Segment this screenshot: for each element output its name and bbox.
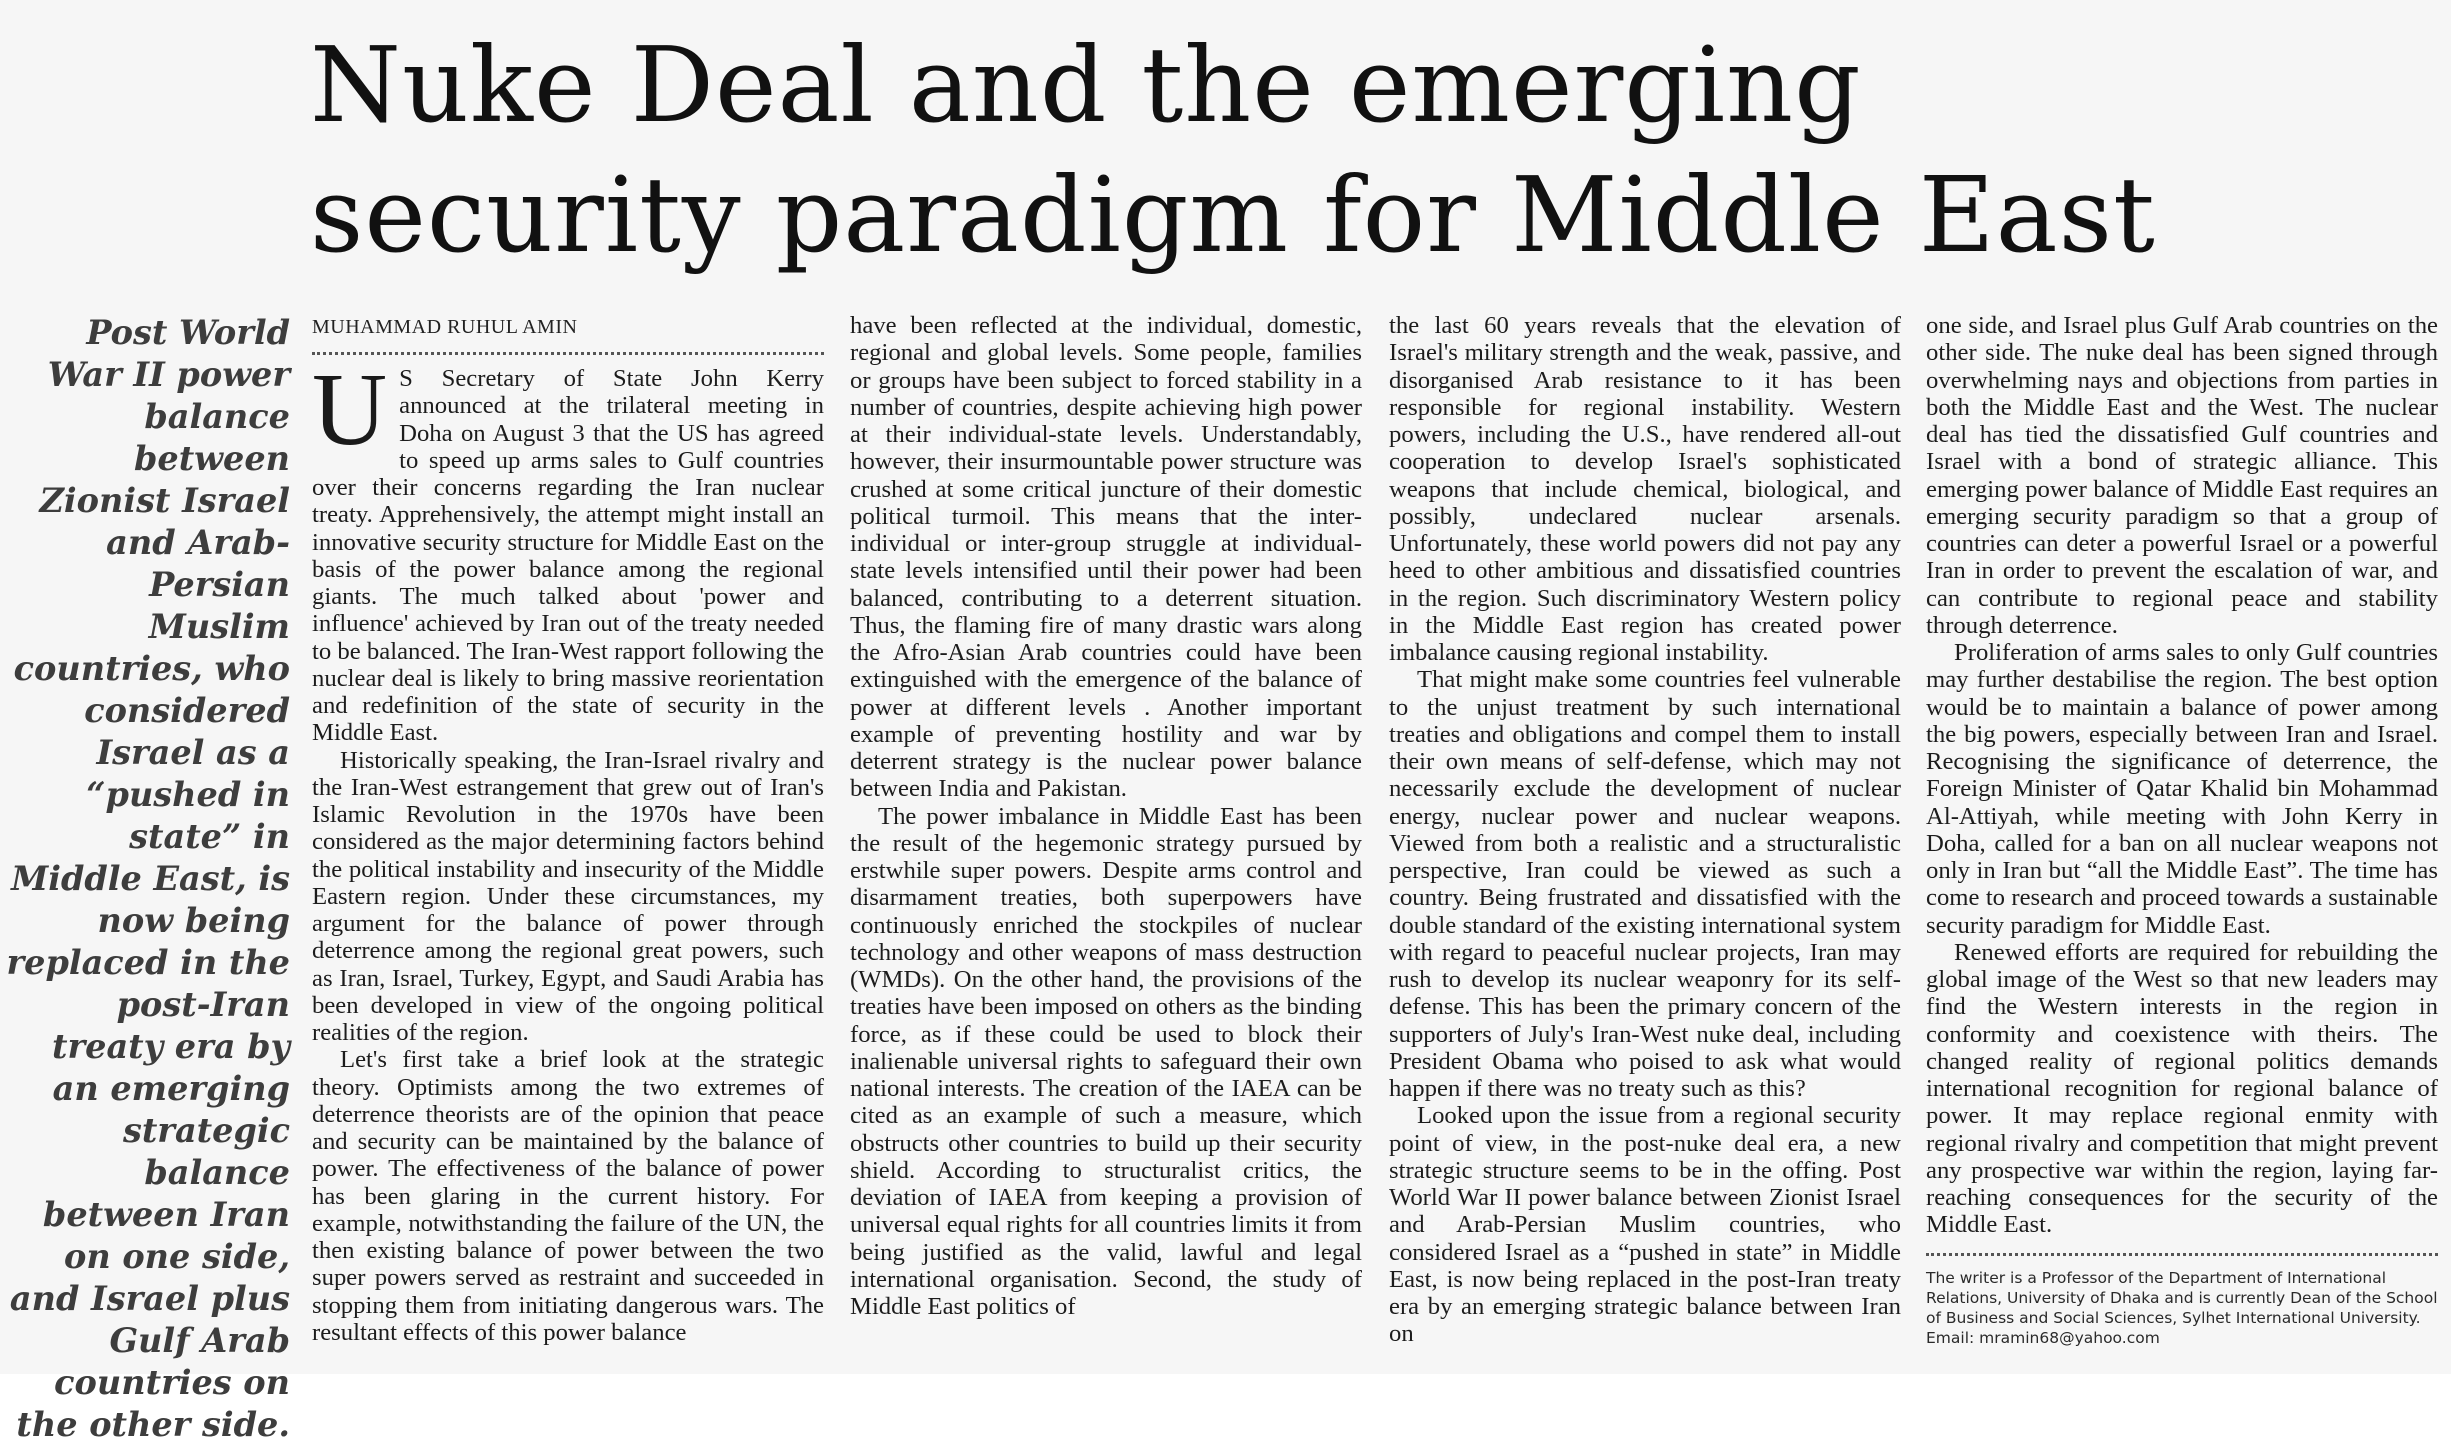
article-paragraph: one side, and Israel plus Gulf Arab countries on the other side. The nuke deal has been signed through overwhelming nays and objections from parties in both the Middle East and the West. The nuclear deal has tied the dissatisfied Gulf countries and Israel with a bond of strategic alliance. This emerging power balance of Middle East requires an emerging security paradigm so that a group of countries can deter a powerful Israel or a powerful Iran in order to prevent the escalation of war, and can contribute to regional peace and stability through deterrence. xyxy=(1926,312,2438,639)
byline: MUHAMMAD RUHUL AMIN xyxy=(312,312,824,355)
article-column-4 xyxy=(1926,312,2438,1348)
drop-cap: U xyxy=(312,352,388,467)
article-paragraph xyxy=(312,352,824,747)
author-footnote: The writer is a Professor of the Department of International Relations, University of Dhaka and is currently Dean of the School of Business and Social Sciences, Sylhet International University. Email: mramin68@yahoo.com xyxy=(1926,1253,2438,1348)
paragraph-text: S Secretary of State John Kerry announced at the trilateral meeting in Doha on August 3 that the US has agreed to speed up arms sales to Gulf countries over their concerns regarding the Iran nuclear treaty. Apprehensively, the attempt might install an innovative security structure for Middle East on the basis of the power balance among the regional giants. The much talked about 'power and influence' achieved by Iran out of the treaty needed to be balanced. The Iran-West rapport following the nuclear deal is likely to bring massive reorientation and redefinition of the state of security in the Middle East. xyxy=(312,365,824,747)
article-paragraph: the last 60 years reveals that the elevation of Israel's military strength and the weak, passive, and disorganised Arab resistance to it has been responsible for regional instability. Western powers, including the U.S., have rendered all-out cooperation to develop Israel's sophisticated weapons that include chemical, biological, and possibly, undeclared nuclear arsenals. Unfortunately, these world powers did not pay any heed to other ambitious and dissatisfied countries in the region. Such discriminatory Western policy in the Middle East region has created power imbalance causing regional instability. xyxy=(1389,312,1901,666)
headline-line-2: security paradigm for Middle East xyxy=(310,154,2156,276)
article-paragraph: Proliferation of arms sales to only Gulf countries may further destabilise the region. The best option would be to maintain a balance of power among the big powers, especially between Iran and Israel. Recognising the significance of deterrence, the Foreign Minister of Qatar Khalid bin Mohammad Al-Attiyah, while meeting with John Kerry in Doha, called for a ban on all nuclear weapons not only in Iran but “all the Middle East”. The time has come to research and proceed towards a sustainable security paradigm for Middle East. xyxy=(1926,639,2438,939)
headline xyxy=(310,20,2430,280)
article-column-2 xyxy=(850,312,1362,1320)
article-paragraph: Renewed efforts are required for rebuilding the global image of the West so that new leaders may find the Western interests in the region in conformity and coexistence with theirs. The changed reality of regional politics demands international recognition for regional balance of power. It may replace regional enmity with regional rivalry and competition that might prevent any prospective war within the region, laying far-reaching consequences for the security of the Middle East. xyxy=(1926,938,2438,1239)
article-paragraph: That might make some countries feel vulnerable to the unjust treatment by such international treaties and obligations and compel them to install their own means of self-defense, which may not necessarily exclude the development of nuclear energy, nuclear power and nuclear weapons. Viewed from both a realistic and a structuralistic perspective, Iran could be viewed as such a country. Being frustrated and dissatisfied with the double standard of the existing international system with regard to peaceful nuclear projects, Iran may rush to develop its nuclear weaponry for its self-defense. This has been the primary concern of the supporters of July's Iran-West nuke deal, including President Obama who poised to ask what would happen if there was no treaty such as this? xyxy=(1389,666,1901,1102)
headline-line-1: Nuke Deal and the emerging xyxy=(310,24,1862,146)
article-paragraph: The power imbalance in Middle East has been the result of the hegemonic strategy pursued by erstwhile super powers. Despite arms control and disarmament treaties, both superpowers have continuously enriched the stockpiles of nuclear technology and other weapons of mass destruction (WMDs). On the other hand, the provisions of the treaties have been imposed on others as the binding force, as if these could be used to block their inalienable universal rights to safeguard their own national interests. The creation of the IAEA can be cited as an example of such a measure, which obstructs other countries to build up their security shield. According to structuralist critics, the deviation of IAEA from keeping a provision of universal equal rights for all countries limits it from being justified as the valid, lawful and legal international organisation. Second, the study of Middle East politics of xyxy=(850,802,1362,1320)
article-paragraph: Looked upon the issue from a regional security point of view, in the post-nuke deal era, a new strategic structure seems to be in the offing. Post World War II power balance between Zionist Israel and Arab-Persian Muslim countries, who considered Israel as a “pushed in state” in Middle East, is now being replaced in the post-Iran treaty era by an emerging strategic balance between Iran on xyxy=(1389,1102,1901,1348)
article-paragraph: Historically speaking, the Iran-Israel rivalry and the Iran-West estrangement that grew out of Iran's Islamic Revolution in the 1970s have been considered as the major determining factors behind the political instability and insecurity of the Middle Eastern region. Under these circumstances, my argument for the balance of power through deterrence among the regional great powers, such as Iran, Israel, Turkey, Egypt, and Saudi Arabia has been developed in view of the ongoing political realities of the region. xyxy=(312,746,824,1046)
pull-quote: Post World War II power balance between Zionist Israel and Arab-Persian Muslim countries, who considered Israel as a “pushed in state” in Middle East, is now being replaced in the post-Iran treaty era by an emerging strategic balance between Iran on one side, and Israel plus Gulf Arab countries on the other side. xyxy=(6,313,290,1444)
article-column-3 xyxy=(1389,312,1901,1348)
article-column-1 xyxy=(312,312,824,1346)
article-paragraph: Let's first take a brief look at the strategic theory. Optimists among the two extremes of deterrence theorists are of the opinion that peace and security can be maintained by the balance of power. The effectiveness of the balance of power has been glaring in the current history. For example, notwithstanding the failure of the UN, the then existing balance of power between the two super powers served as restraint and succeeded in stopping them from initiating dangerous wars. The resultant effects of this power balance xyxy=(312,1046,824,1346)
article-paragraph: have been reflected at the individual, domestic, regional and global levels. Some people, families or groups have been subject to forced stability in a number of countries, despite achieving high power at their individual-state levels. Understandably, however, their insurmountable power structure was crushed at some critical juncture of their domestic political turmoil. This means that the inter-individual or inter-group struggle at individual-state levels intensified until their power had been balanced, contributing to a deterrent situation. Thus, the flaming fire of many drastic wars along the Afro-Asian Arab countries could have been extinguished with the emergence of the balance of power at different levels . Another important example of preventing hostility and war by deterrent strategy is the nuclear power balance between India and Pakistan. xyxy=(850,312,1362,803)
